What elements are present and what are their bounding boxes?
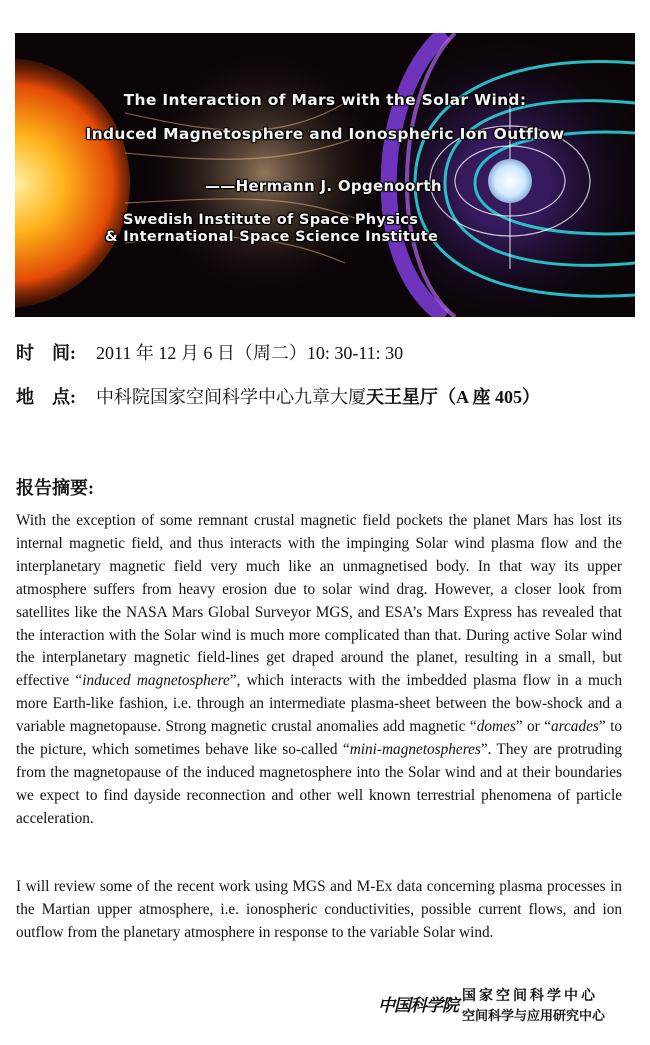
time-value: 2011 年 12 月 6 日（周二）10: 30-11: 30: [96, 343, 404, 363]
abstract-paragraph-1: [16, 510, 622, 831]
abstract-emphasis: arcades: [550, 718, 599, 736]
org-name-line2: 空间科学与应用研究中心: [462, 1009, 606, 1024]
banner-affiliation-line1: Swedish Institute of Space Physics: [123, 212, 419, 228]
abstract-text: ” or “: [515, 718, 551, 736]
mars-solar-wind-illustration: [15, 33, 635, 317]
abstract-emphasis: mini-magnetospheres: [349, 741, 481, 759]
banner-title-line2: Induced Magnetosphere and Ionospheric Ion Outflow: [85, 125, 565, 143]
abstract-title: 报告摘要:: [16, 478, 94, 498]
banner-speaker: ——Hermann J. Opgenoorth: [205, 177, 442, 195]
time-label: 时 间:: [16, 343, 76, 363]
abstract-emphasis: domes: [476, 718, 516, 736]
cas-calligraphy-logo: 中国科学院: [378, 996, 458, 1016]
banner-title-line1: The Interaction of Mars with the Solar Wind:: [123, 91, 527, 109]
place-value-plain: 中科院国家空间科学中心九章大厦: [96, 387, 366, 407]
place-value: [96, 387, 540, 407]
abstract-text: ”. They are protruding from the magnetopause of the induced magnetosphere into the Solar wind and at their boundaries we expect to find dayside reconnection and other well known terrestrial phenomena of particle acceleration.: [16, 741, 622, 827]
place-label: 地 点:: [16, 387, 76, 407]
time-line: [16, 339, 403, 365]
abstract-paragraph-2: I will review some of the recent work using MGS and M-Ex data concerning plasma processes in the Martian upper atmosphere, i.e. ionospheric conductivities, possible current flows, and ion outflow from the planetary atmosphere in response to the variable Solar wind.: [16, 878, 622, 941]
abstract-text: With the exception of some remnant crustal magnetic field pockets the planet Mars has lost its internal magnetic field, and thus interacts with the impinging Solar wind plasma flow and the interplanetary magnetic field very much like an unmagnetised body. In that way its upper atmosphere suffers from heavy erosion due to solar wind drag. However, a closer look from satellites like the NASA Mars Global Surveyor MGS, and ESA’s Mars Express has revealed that the interaction with the Solar wind is much more complicated than that. During active Solar wind the interplanetary magnetic field-lines get draped around the planet, resulting in a small, but effective “: [16, 512, 622, 690]
organization-logo: [378, 985, 618, 1025]
header-banner-image: [15, 33, 635, 317]
abstract-emphasis: induced magnetosphere: [82, 672, 230, 690]
org-name-line1: 国家空间科学中心: [462, 988, 598, 1004]
abstract-text: ”, which interacts with the imbedded plasma flow in a much more Earth-like fashion, i.e. through an intermediate plasma-sheet between the bow-shock and a variable magnetopause. Strong magnetic crustal anomalies add magnetic “: [16, 672, 622, 736]
place-line: [16, 383, 540, 409]
banner-affiliation-line2: & International Space Science Institute: [105, 229, 439, 245]
abstract-text: ” to the picture, which sometimes behave like so-called “: [16, 718, 622, 759]
place-value-room: 天王星厅（A 座 405）: [366, 387, 541, 407]
